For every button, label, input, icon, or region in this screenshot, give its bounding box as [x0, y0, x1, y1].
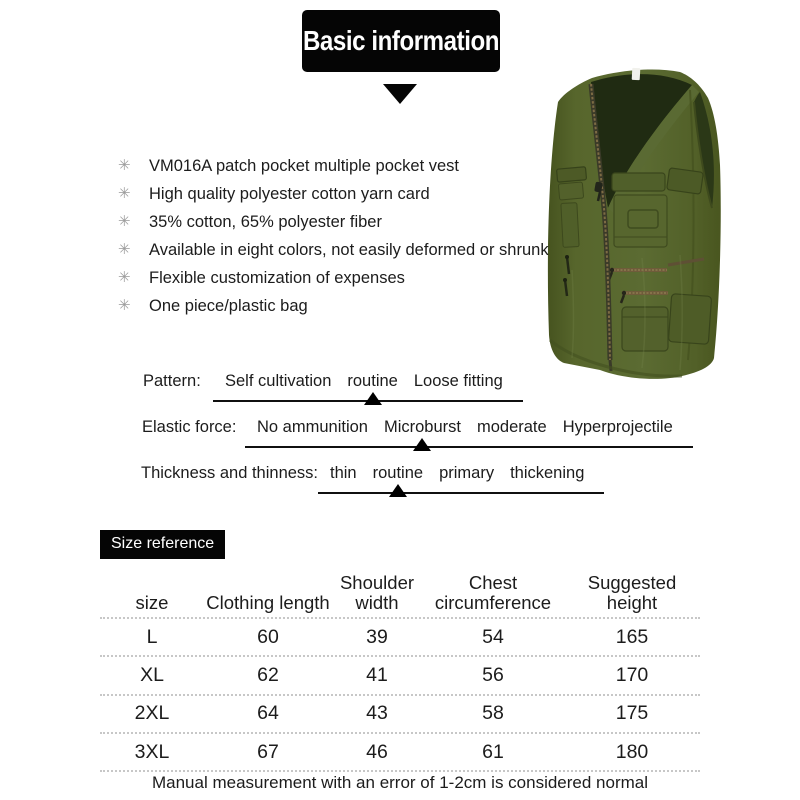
shoulder-width-cell: 46: [366, 740, 388, 763]
option-values: [213, 371, 523, 402]
option-value: moderate: [476, 418, 547, 436]
size-cell: L: [146, 625, 158, 648]
feature-item: [118, 264, 549, 292]
suggested-height-cell: 165: [615, 625, 649, 648]
option-row-elastic-force: [142, 417, 693, 448]
feature-item: [118, 236, 549, 264]
feature-text: High quality polyester cotton yarn card: [149, 185, 430, 203]
feature-item: [118, 292, 549, 320]
shoulder-width-cell: 43: [366, 702, 388, 725]
option-value: No ammunition: [257, 418, 368, 436]
option-value: thickening: [510, 464, 585, 482]
chest-circumference-cell: 61: [482, 740, 504, 763]
asterisk-bullet-icon: ✳: [118, 297, 131, 314]
clothing-length-cell: 62: [257, 663, 279, 686]
table-row: [100, 655, 700, 693]
feature-text: VM016A patch pocket multiple pocket vest: [149, 157, 460, 175]
size-table-header: [100, 556, 700, 617]
column-header-chest-circumference: Chest circumference: [434, 571, 552, 614]
shoulder-width-cell: 41: [366, 663, 388, 686]
option-value: Hyperprojectile: [562, 418, 673, 436]
size-table-body: [100, 617, 700, 772]
option-value: Self cultivation: [225, 372, 332, 390]
suggested-height-cell: 180: [615, 740, 649, 763]
shoulder-width-cell: 39: [366, 625, 388, 648]
clothing-length-cell: 64: [257, 702, 279, 725]
chest-circumference-cell: 56: [482, 663, 504, 686]
feature-list: [118, 152, 549, 320]
option-values: [318, 463, 604, 494]
asterisk-bullet-icon: ✳: [118, 157, 131, 174]
clothing-length-cell: 67: [257, 740, 279, 763]
chest-circumference-cell: 54: [482, 625, 504, 648]
option-value-selected: routine: [365, 464, 431, 483]
feature-item: [118, 152, 549, 180]
column-header-suggested-height: Suggested height: [587, 571, 677, 614]
arrow-down-icon: [383, 84, 417, 104]
asterisk-bullet-icon: ✳: [118, 241, 131, 258]
option-row-thickness: [141, 463, 604, 494]
feature-text: One piece/plastic bag: [149, 297, 308, 315]
option-value-selected: routine: [339, 372, 405, 391]
collar-tag-icon: [632, 68, 641, 80]
basic-info-banner: [302, 10, 500, 72]
feature-text: Available in eight colors, not easily deformed or shrunk: [149, 241, 549, 259]
suggested-height-cell: 175: [615, 702, 649, 725]
size-cell: 2XL: [134, 702, 170, 725]
asterisk-bullet-icon: ✳: [118, 269, 131, 286]
selected-marker-triangle-up-icon: [389, 484, 407, 497]
option-label: Elastic force:: [142, 418, 237, 436]
feature-text: 35% cotton, 65% polyester fiber: [149, 213, 382, 231]
feature-text: Flexible customization of expenses: [149, 269, 405, 287]
size-table: [100, 556, 700, 772]
option-value: thin: [330, 464, 357, 482]
table-row: [100, 617, 700, 655]
chest-circumference-cell: 58: [482, 702, 504, 725]
feature-item: [118, 180, 549, 208]
clothing-length-cell: 60: [257, 625, 279, 648]
size-cell: 3XL: [134, 740, 170, 763]
option-value: Loose fitting: [413, 372, 503, 390]
banner-title: Basic information: [302, 25, 500, 56]
column-header-clothing-length: Clothing length: [206, 592, 330, 614]
selected-marker-triangle-up-icon: [413, 438, 431, 451]
size-cell: XL: [140, 663, 164, 686]
option-row-pattern: [143, 371, 523, 402]
feature-item: [118, 208, 549, 236]
selected-marker-triangle-up-icon: [364, 392, 382, 405]
table-row: [100, 694, 700, 732]
option-label: Pattern:: [143, 372, 201, 390]
asterisk-bullet-icon: ✳: [118, 185, 131, 202]
vest-product-image: [542, 60, 734, 382]
column-header-size: size: [135, 592, 169, 614]
size-reference-badge: Size reference: [100, 530, 225, 559]
table-row: [100, 732, 700, 770]
option-values: [245, 417, 693, 448]
suggested-height-cell: 170: [615, 663, 649, 686]
option-value-selected: Microburst: [376, 418, 469, 437]
measurement-footnote: Manual measurement with an error of 1-2cm is considered normal: [151, 773, 649, 792]
option-value: primary: [439, 464, 495, 482]
column-header-shoulder-width: Shoulder width: [339, 571, 415, 614]
asterisk-bullet-icon: ✳: [118, 213, 131, 230]
option-label: Thickness and thinness:: [141, 464, 319, 482]
